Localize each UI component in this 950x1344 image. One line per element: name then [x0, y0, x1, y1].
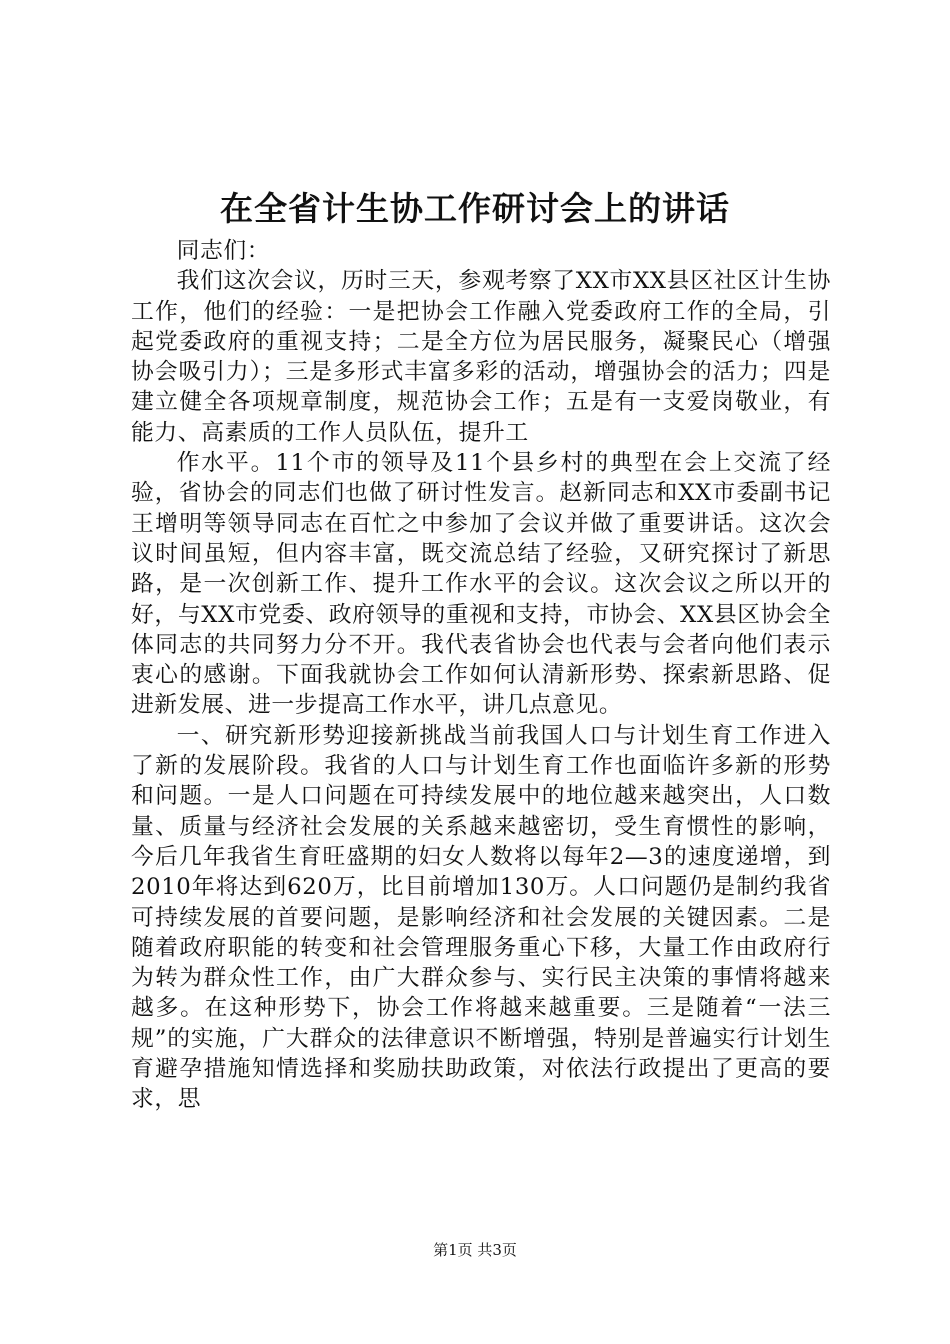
paragraph-2: 作水平。11个市的领导及11个县乡村的典型在会上交流了经验，省协会的同志们也做了研讨性发言。赵新同志和XX市委副书记王增明等领导同志在百忙之中参加了会议并做了重要讲话。这次会议时间虽短，但内容丰富，既交流总结了经验，又研究探讨了新思路，是一次创新工作、提升工作水平的会议。这次会议之所以开的好，与XX市党委、政府领导的重视和支持，市协会、XX县区协会全体同志的共同努力分不开。我代表省协会也代表与会者向他们表示衷心的感谢。下面我就协会工作如何认清新形势、探索新思路、促进新发展、进一步提高工作水平，讲几点意见。: [131, 450, 831, 719]
page-footer: 第1页 共3页: [433, 1241, 517, 1259]
paragraph-1: 我们这次会议，历时三天，参观考察了XX市XX县区社区计生协工作，他们的经验：一是把协会工作融入党委政府工作的全局，引起党委政府的重视支持；二是全方位为居民服务，凝聚民心（增强协会吸引力）；三是多形式丰富多彩的活动，增强协会的活力；四是建立健全各项规章制度，规范协会工作；五是有一支爱岗敬业，有能力、高素质的工作人员队伍，提升工: [131, 268, 831, 446]
document-title: 在全省计生协工作研讨会上的讲话: [220, 189, 730, 228]
document-body: [131, 236, 831, 1115]
paragraph-3: 一、研究新形势迎接新挑战当前我国人口与计划生育工作进入了新的发展阶段。我省的人口与计划生育工作也面临许多新的形势和问题。一是人口问题在可持续发展中的地位越来越突出，人口数量、质量与经济社会发展的关系越来越密切，受生育惯性的影响，今后几年我省生育旺盛期的妇女人数将以每年2—3的速度递增，到2010年将达到620万，比目前增加130万。人口问题仍是制约我省可持续发展的首要问题，是影响经济和社会发展的关键因素。二是随着政府职能的转变和社会管理服务重心下移，大量工作由政府行为转为群众性工作，由广大群众参与、实行民主决策的事情将越来越多。在这种形势下，协会工作将越来越重要。三是随着“一法三规”的实施，广大群众的法律意识不断增强，特别是普遍实行计划生育避孕措施知情选择和奖励扶助政策，对依法行政提出了更高的要求，思: [131, 722, 831, 1113]
greeting: 同志们：: [176, 238, 271, 264]
